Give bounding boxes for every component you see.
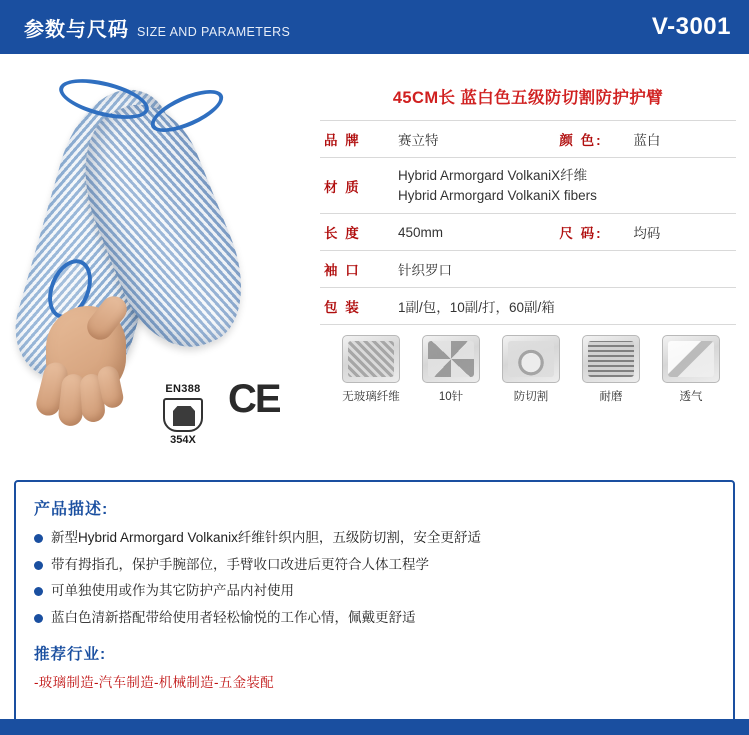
list-item-label: 新型Hybrid Armorgard Volkanix纤维针织内胆，五级防切割，安全更舒适 [51,530,481,545]
description-panel [14,480,735,730]
list-item [34,582,715,600]
list-item-label: 带有拇指孔，保护手腕部位，手臂收口改进后更符合人体工程学 [51,556,429,572]
spec-value-cuff: 针织罗口 [394,251,736,288]
table-row [320,121,736,158]
hand-illustration [32,288,140,428]
feature-item [574,335,648,404]
recommend-industries: -玻璃制造-汽车制造-机械制造-五金装配 [34,675,274,691]
product-photo [6,62,306,462]
bullet-dot-icon [34,614,43,623]
bullet-dot-icon [34,561,43,570]
spec-value-material [394,158,736,214]
header-title-en: SIZE AND PARAMETERS [137,24,291,39]
feature-label: 透气 [679,391,703,404]
page-header [0,0,749,54]
spec-table [320,120,736,325]
list-item-label: 可单独使用或作为其它防护产品内衬使用 [51,583,294,599]
feature-label: 耐磨 [599,391,623,404]
list-item [34,529,715,547]
spec-label-size: 尺 码: [555,214,629,251]
table-row [320,158,736,214]
model-code: V-3001 [651,13,731,40]
table-row [320,251,736,288]
feature-item [414,335,488,404]
spec-value-material-cn: Hybrid Armorgard VolkaniX纤维 [398,168,588,183]
main-content [0,54,749,474]
header-title-group [24,13,290,42]
product-image-column [6,62,306,474]
cut-resistant-icon [502,335,560,383]
bullet-dot-icon [34,534,43,543]
spec-label-brand: 品 牌 [320,121,394,158]
description-heading: 产品描述: [34,501,109,518]
spec-value-length: 450mm [394,214,555,251]
footer-bar [0,719,749,735]
spec-column [306,62,742,474]
feature-label: 无玻璃纤维 [342,391,400,404]
en388-standard-label: EN388 [165,383,201,395]
feature-item [494,335,568,404]
spec-label-color: 颜 色: [555,121,629,158]
feature-item [334,335,408,404]
feature-label: 防切割 [513,391,549,404]
en388-performance-code: 354X [170,434,196,446]
feature-icon-row [320,325,736,404]
list-item [34,556,715,574]
certification-marks [152,377,280,446]
table-row [320,288,736,325]
table-row [320,214,736,251]
spec-value-material-en: Hybrid Armorgard VolkaniX fibers [398,187,597,203]
spec-label-length: 长 度 [320,214,394,251]
product-title: 45CM长 蓝白色五级防切割防护护臂 [392,89,664,107]
glass-fiber-free-icon [342,335,400,383]
recommend-heading: 推荐行业: [34,646,107,664]
spec-label-material: 材 质 [320,158,394,214]
needle-gauge-icon [422,335,480,383]
spec-value-packaging: 1副/包，10副/打，60副/箱 [394,288,736,325]
abrasion-resistant-icon [582,335,640,383]
ce-mark-icon: CE [228,377,280,421]
spec-label-cuff: 袖 口 [320,251,394,288]
spec-value-size: 均码 [629,214,736,251]
description-list [34,529,715,626]
glove-pictogram-icon [163,398,203,432]
breathable-icon [662,335,720,383]
spec-label-packaging: 包 装 [320,288,394,325]
feature-item [654,335,728,404]
feature-label: 10针 [438,391,464,404]
spec-value-brand: 赛立特 [394,121,555,158]
bullet-dot-icon [34,587,43,596]
list-item-label: 蓝白色清新搭配带给使用者轻松愉悦的工作心情，佩戴更舒适 [51,609,416,625]
header-title-cn: 参数与尺码 [24,18,129,41]
en388-mark [152,383,214,446]
list-item [34,609,715,627]
cuff-edge-secondary-icon [145,81,228,140]
spec-value-color: 蓝白 [629,121,736,158]
